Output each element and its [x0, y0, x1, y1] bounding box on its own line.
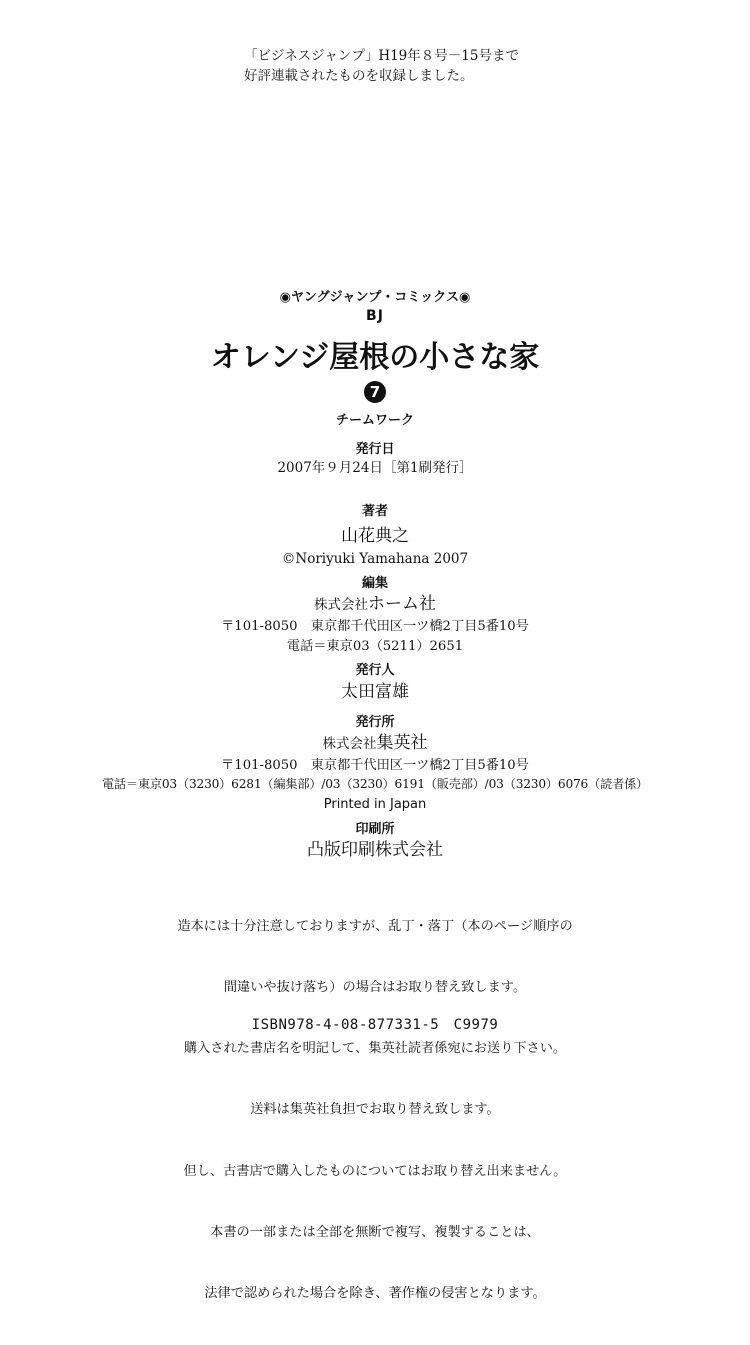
serialization-notice-line-2: 好評連載されたものを収録しました。 [244, 68, 474, 84]
book-subtitle: チームワーク [335, 413, 414, 428]
publisher-company [0, 735, 750, 752]
disclaimer-line: 送料は集英社負担でお取り替え致します。 [250, 1102, 500, 1118]
author-heading: 著者 [361, 504, 388, 519]
disclaimer-line: 間違いや抜け落ち）の場合はお取り替え致します。 [223, 980, 527, 996]
printer-heading: 印刷所 [355, 822, 395, 837]
printer-name: 凸版印刷株式会社 [307, 840, 443, 860]
imprint-mark: BJ [366, 308, 384, 324]
isbn-code: ISBN978-4-08-877331-5 C9979 [251, 1017, 499, 1033]
label-line: ◉ヤングジャンプ・コミックス◉ [279, 290, 471, 305]
editor-heading: 編集 [361, 576, 388, 591]
publisher-phone: 電話＝東京03（3230）6281（編集部）/03（3230）6191（販売部）/03（3230）6076（読者係） [101, 777, 649, 791]
editor-company-name: ホーム社 [368, 594, 436, 614]
publisher-person-heading: 発行人 [355, 663, 395, 678]
disclaimer-line: 法律で認められた場合を除き、著作権の侵害となります。 [204, 1286, 546, 1302]
publisher-heading: 発行所 [355, 715, 395, 730]
editor-company-prefix: 株式会社 [314, 597, 368, 613]
volume-number-badge [0, 381, 750, 403]
printed-in-japan: Printed in Japan [323, 797, 427, 812]
publication-date-value: 2007年９月24日［第1刷発行］ [277, 460, 473, 476]
disclaimer-line: 但し、古書店で購入したものについてはお取り替え出来ません。 [183, 1163, 567, 1179]
publisher-address: 〒101-8050 東京都千代田区一ツ橋2丁目5番10号 [221, 758, 529, 773]
editor-phone: 電話＝東京03（5211）2651 [286, 639, 464, 654]
publisher-company-prefix: 株式会社 [322, 736, 377, 752]
disclaimer-line: 本書の一部または全部を無断で複写、複製することは、 [210, 1224, 540, 1240]
disclaimer-block [0, 876, 750, 1345]
publication-date-heading: 発行日 [355, 442, 395, 457]
author-name: 山花典之 [341, 526, 409, 546]
editor-address: 〒101-8050 東京都千代田区一ツ橋2丁目5番10号 [221, 619, 529, 634]
author-copyright: ©Noriyuki Yamahana 2007 [281, 551, 469, 567]
disclaimer-line: 造本には十分注意しておりますが、乱丁・落丁（本のページ順序の [177, 918, 573, 934]
volume-number: 7 [364, 381, 386, 403]
book-title: オレンジ屋根の小さな家 [210, 340, 540, 375]
disclaimer-line: 購入された書店名を明記して、集英社読者係宛にお送り下さい。 [183, 1041, 567, 1057]
publisher-company-name: 集英社 [376, 733, 428, 753]
serialization-notice-line-1: 「ビジネスジャンプ」H19年８号－15号まで [244, 48, 519, 64]
publisher-person-name: 太田富雄 [341, 682, 409, 702]
editor-company [0, 596, 750, 613]
